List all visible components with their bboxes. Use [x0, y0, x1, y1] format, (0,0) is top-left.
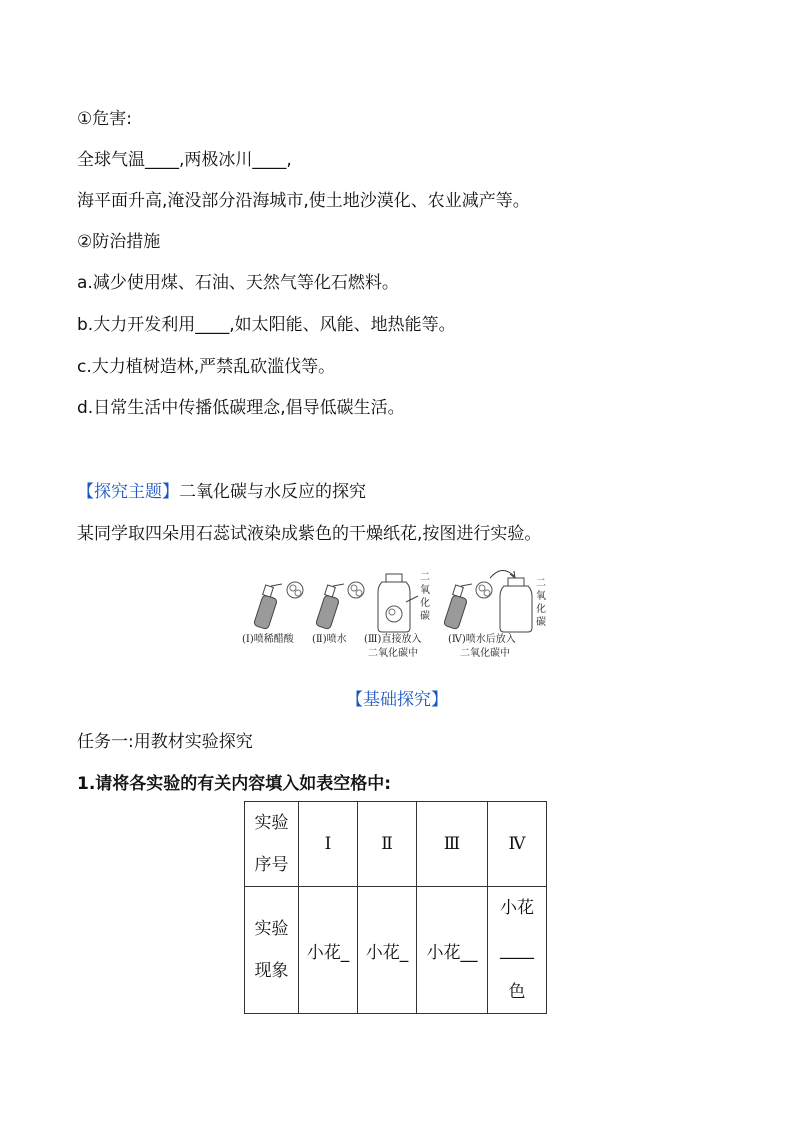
paper-flower-2-icon [348, 582, 364, 598]
column-header: Ⅰ [299, 802, 358, 887]
gas-label-1-char: 化 [420, 598, 430, 609]
measure-d: d.日常生活中传播低碳理念,倡导低碳生活。 [77, 398, 405, 418]
measure-b: b.大力开发利用____,如太阳能、风能、地热能等。 [77, 315, 456, 335]
table-cell [488, 887, 547, 1014]
topic-label: 【探究主题】 [77, 482, 179, 502]
row-label-cell [245, 887, 299, 1014]
table-cell: 小花__ [417, 887, 488, 1014]
question-1: 1.请将各实验的有关内容填入如表空格中: [77, 774, 392, 794]
table-cell: 小花_ [358, 887, 417, 1014]
measure-a: a.减少使用煤、石油、天然气等化石燃料。 [77, 273, 399, 293]
gas-label-2-char: 化 [536, 604, 546, 615]
caption-2: (Ⅱ)喷水 [312, 634, 347, 645]
caption-4a: (Ⅳ)喷水后放入 [448, 634, 516, 645]
section-title: 【基础探究】 [346, 690, 448, 710]
hazards-line-1: 全球气温____,两极冰川____, [77, 150, 292, 170]
table-row [245, 802, 547, 887]
caption-3a: (Ⅲ)直接放入 [364, 634, 422, 645]
gas-label-1-char: 氧 [420, 585, 430, 596]
table-row [245, 887, 547, 1014]
gas-label-1-char: 二 [420, 572, 430, 583]
row-label-line1: 实验 [254, 919, 289, 939]
table-cell: 小花_ [299, 887, 358, 1014]
gas-label-2-char: 碳 [536, 617, 546, 628]
header-label-line2: 序号 [254, 855, 289, 875]
spray-bottle-1-icon [253, 584, 282, 630]
gas-label-2-char: 二 [536, 578, 546, 589]
gas-label-1-char: 碳 [420, 611, 430, 622]
hazards-line-2: 海平面升高,淹没部分沿海城市,使土地沙漠化、农业减产等。 [77, 191, 530, 211]
header-label-cell [245, 802, 299, 887]
measures-heading: ②防治措施 [77, 232, 161, 252]
topic-heading [77, 481, 366, 503]
gas-jar-2-icon [500, 578, 532, 632]
caption-1: (Ⅰ)喷稀醋酸 [242, 634, 294, 645]
hazards-heading: ①危害: [77, 109, 132, 129]
cell4-line2: ____ [500, 940, 534, 960]
caption-3b: 二氧化碳中 [368, 648, 418, 659]
topic-intro: 某同学取四朵用石蕊试液染成紫色的干燥纸花,按图进行实验。 [77, 524, 542, 544]
experiment-figure [240, 566, 560, 662]
gas-label-2-char: 氧 [536, 591, 546, 602]
cell4-line3: 色 [508, 982, 526, 1002]
results-table [244, 801, 547, 1014]
curved-arrow-icon [490, 570, 515, 578]
measure-c: c.大力植树造林,严禁乱砍滥伐等。 [77, 357, 336, 377]
row-label-line2: 现象 [254, 961, 289, 981]
spray-bottle-2-icon [315, 584, 344, 630]
header-label-line1: 实验 [254, 813, 289, 833]
gas-jar-1-icon [378, 574, 418, 632]
task-title: 任务一:用教材实验探究 [77, 732, 253, 752]
cell4-line1: 小花 [500, 898, 534, 918]
column-header: Ⅱ [358, 802, 417, 887]
topic-title: 二氧化碳与水反应的探究 [179, 482, 366, 502]
caption-4b: 二氧化碳中 [460, 648, 510, 659]
spray-bottle-3-icon [443, 584, 472, 630]
paper-flower-3-icon [476, 582, 492, 598]
column-header: Ⅳ [488, 802, 547, 887]
column-header: Ⅲ [417, 802, 488, 887]
paper-flower-1-icon [287, 582, 303, 598]
